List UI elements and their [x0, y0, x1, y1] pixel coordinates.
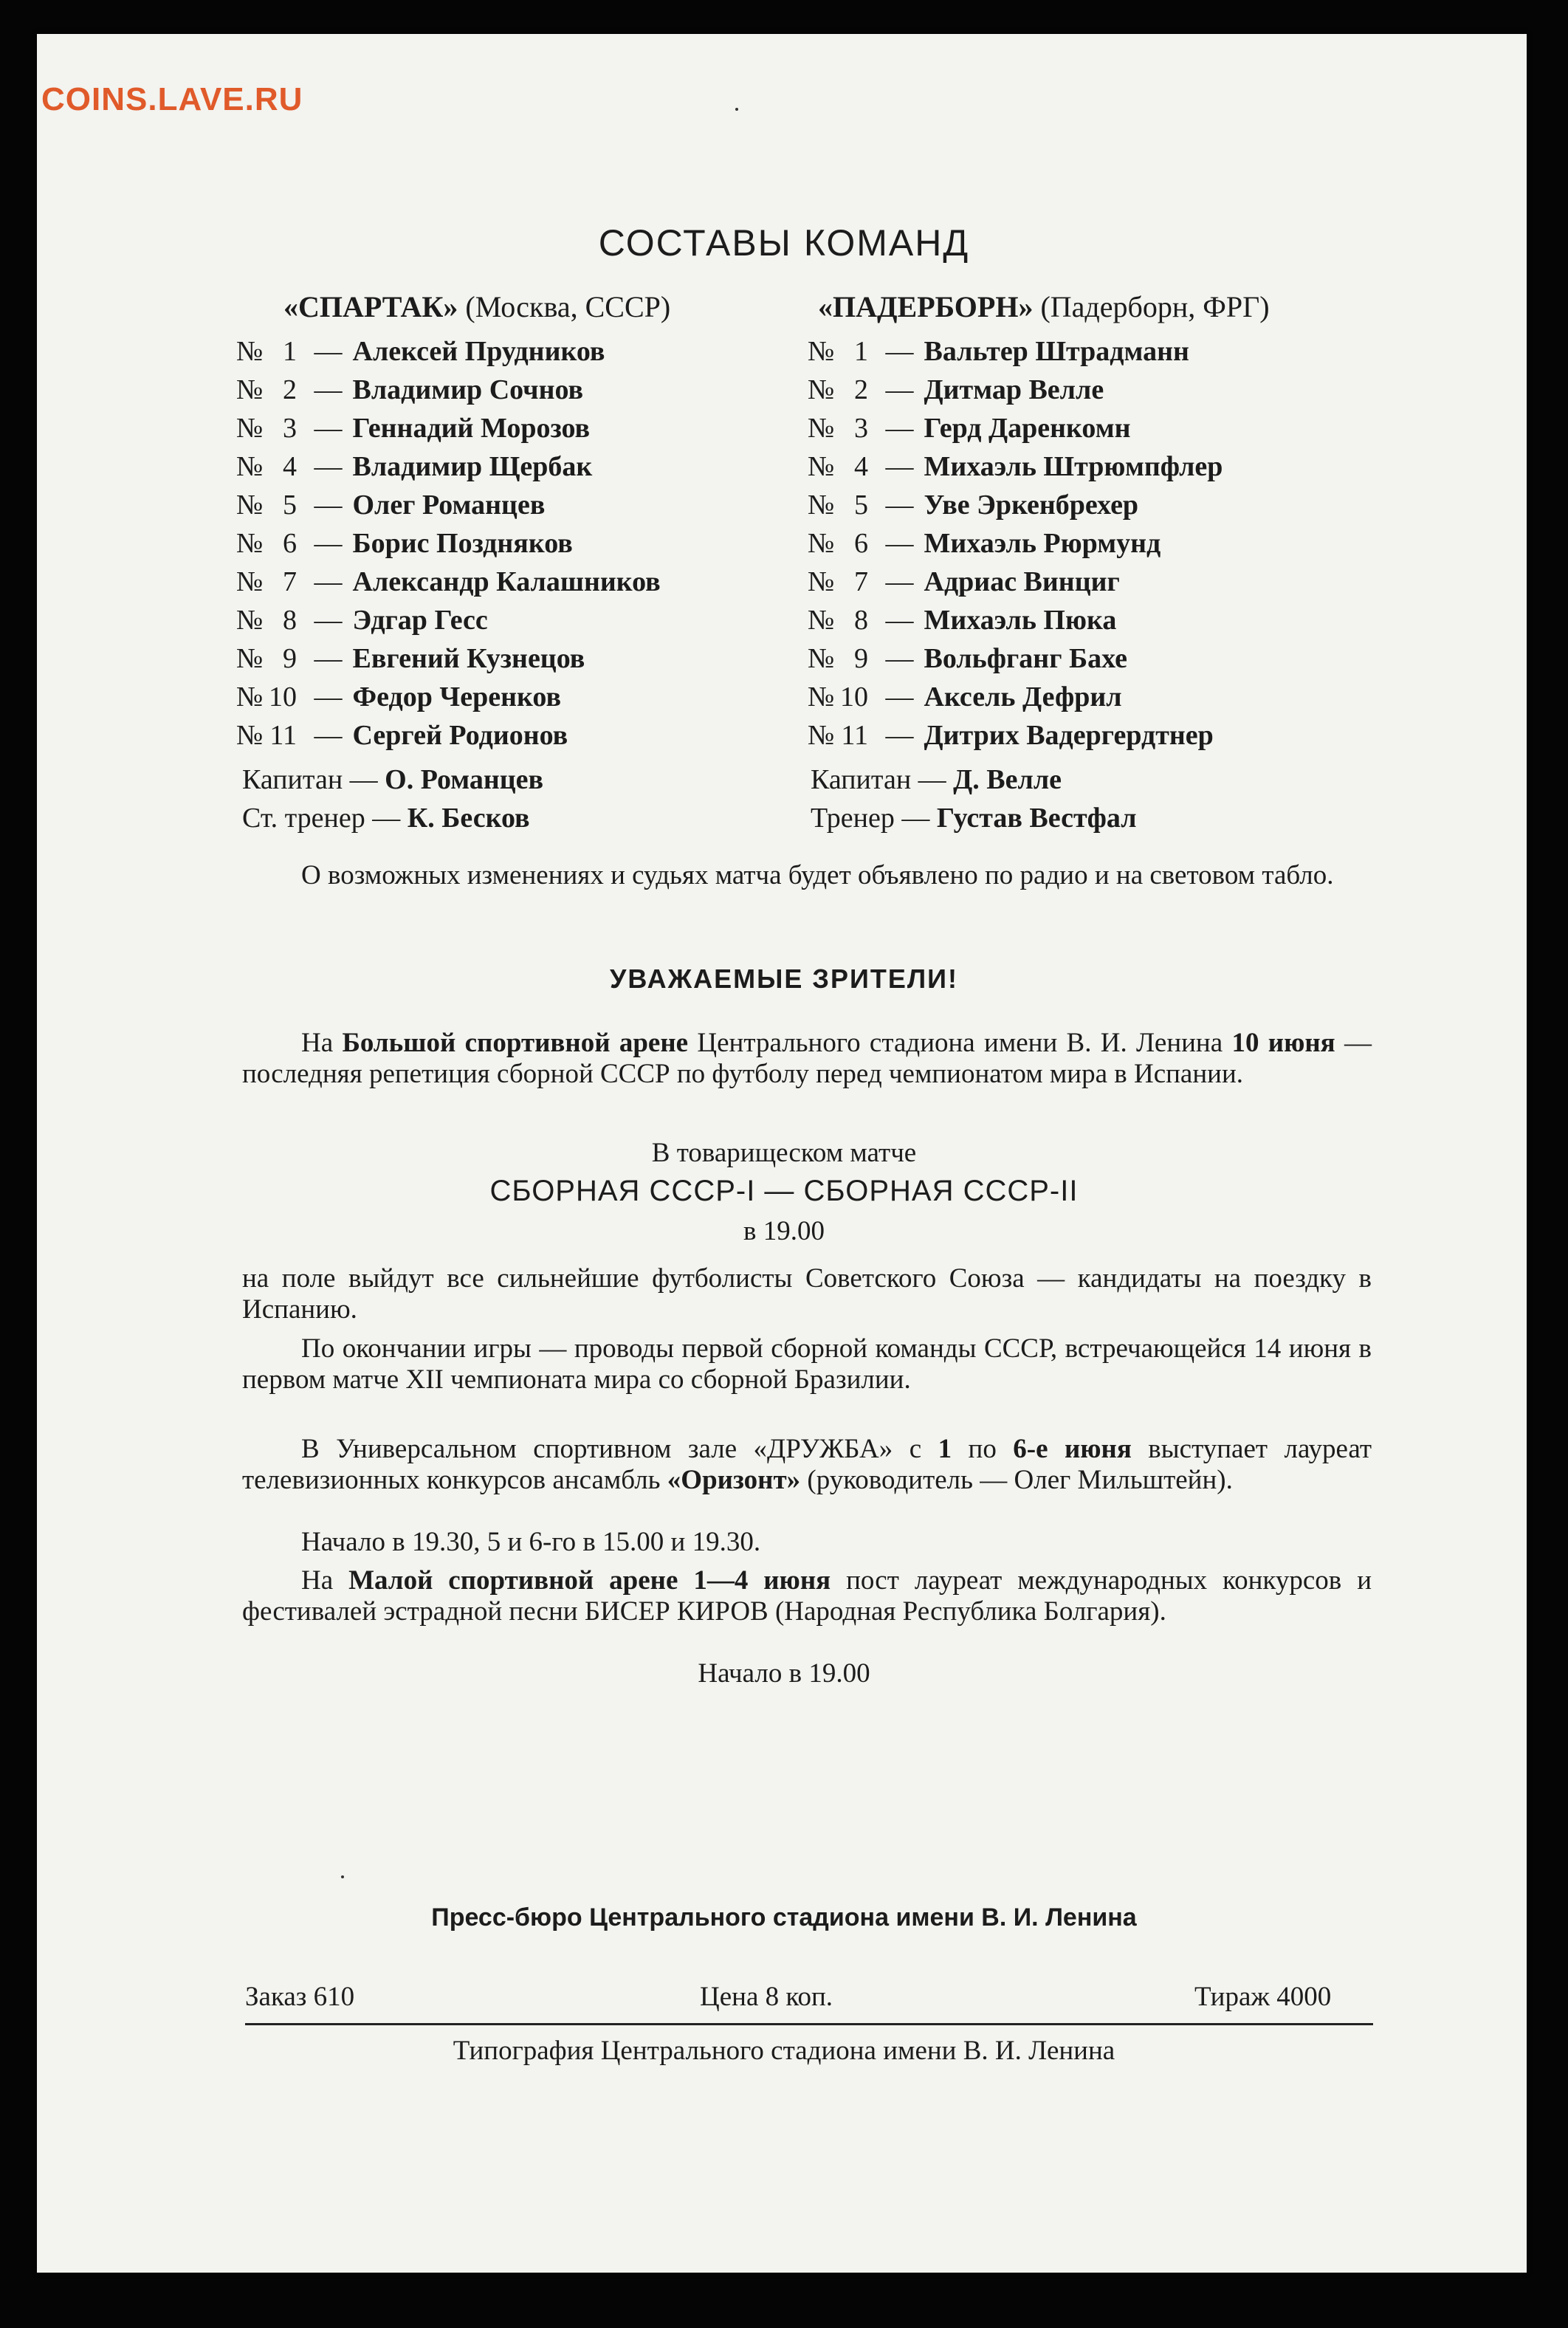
separator-dash: — [885, 374, 914, 405]
player-row [808, 678, 1223, 716]
player-row [808, 601, 1223, 639]
paragraph-singer [242, 1565, 1372, 1627]
player-row [808, 371, 1223, 409]
player-number: 5 [854, 490, 868, 521]
separator-dash: — [314, 490, 343, 521]
player-name: Дитрих Вадергердтнер [924, 720, 1214, 751]
price: Цена 8 коп. [700, 1982, 833, 2012]
player-name: Федор Черенков [352, 681, 561, 713]
team-right-coach [811, 802, 1137, 834]
player-number: 3 [283, 413, 297, 444]
player-name: Олег Романцев [352, 490, 546, 521]
player-name: Алексей Прудников [352, 336, 605, 367]
coach-name: К. Бесков [407, 803, 530, 834]
ensemble-start-time: Начало в 19.30, 5 и 6-го в 15.00 и 19.30. [301, 1527, 761, 1557]
player-name: Вольфганг Бахе [924, 643, 1127, 674]
separator-dash: — [885, 566, 914, 597]
number-sign: № [808, 720, 835, 751]
player-number: 8 [854, 605, 868, 636]
player-row [236, 601, 661, 639]
coach-label: Тренер — [811, 803, 930, 834]
text: — последняя репетиция сборной СССР по футболу перед чемпионатом мира в Испании. [242, 1028, 1372, 1089]
player-row [236, 639, 661, 678]
player-name: Владимир Щербак [352, 451, 593, 482]
separator-dash: — [885, 451, 914, 482]
player-row [236, 716, 661, 755]
player-name: Герд Даренкомн [924, 413, 1131, 444]
player-name: Уве Эркенбрехер [924, 490, 1139, 521]
player-number: 2 [283, 374, 297, 405]
changes-note: О возможных изменениях и судьях матча будет объявлено по радио и на световом табло. [301, 860, 1334, 890]
player-name: Александр Калашников [352, 566, 661, 597]
player-row [236, 409, 661, 447]
team-left-captain [242, 763, 543, 796]
paragraph-farewell: По окончании игры — проводы первой сборной команды СССР, встречающейся 14 июня в первом матче XII чемпионата мира со сборной Бразилии. [242, 1333, 1372, 1395]
player-name: Борис Поздняков [352, 528, 573, 559]
player-row [236, 486, 661, 524]
player-number: 5 [283, 490, 297, 521]
text: На [301, 1028, 343, 1058]
number-sign: № [808, 413, 835, 444]
number-sign: № [236, 451, 264, 482]
separator-dash: — [314, 451, 343, 482]
player-number: 9 [854, 643, 868, 674]
singer-start-time: Начало в 19.00 [698, 1658, 870, 1689]
number-sign: № [236, 490, 264, 521]
number-sign: № [808, 490, 835, 521]
separator-dash: — [885, 720, 914, 751]
match-time: в 19.00 [743, 1216, 825, 1246]
player-row [236, 678, 661, 716]
player-row [236, 447, 661, 486]
text: выступает лауреат телевизионных конкурсов ансамбль [242, 1434, 1372, 1495]
separator-dash: — [885, 413, 914, 444]
team-right-captain [811, 763, 1062, 796]
captain-name: Д. Велле [953, 764, 1062, 795]
paragraph-players: на поле выйдут все сильнейшие футболисты Советского Союза — кандидаты на поездку в Испанию. [242, 1263, 1372, 1325]
team-left-city: (Москва, СССР) [465, 290, 671, 323]
player-number: 10 [840, 681, 868, 713]
player-number: 4 [854, 451, 868, 482]
player-number: 7 [854, 566, 868, 597]
number-sign: № [808, 566, 835, 597]
player-number: 7 [283, 566, 297, 597]
print-run: Тираж 4000 [1194, 1982, 1332, 2012]
team-left-coach [242, 802, 530, 834]
text: пост лауреат международных конкурсов и фестивалей эстрадной песни БИСЕР КИРОВ (Народная Республика Болгария). [242, 1565, 1372, 1627]
player-number: 4 [283, 451, 297, 482]
player-number: 3 [854, 413, 868, 444]
number-sign: № [236, 566, 264, 597]
printing-house: Типография Центрального стадиона имени В. И. Ленина [453, 2036, 1115, 2066]
number-sign: № [808, 336, 835, 367]
number-sign: № [808, 528, 835, 559]
player-name: Евгений Кузнецов [352, 643, 585, 674]
player-name: Дитмар Велле [924, 374, 1104, 405]
number-sign: № [808, 681, 835, 713]
player-number: 9 [283, 643, 297, 674]
separator-dash: — [314, 643, 343, 674]
divider [245, 2023, 1373, 2025]
separator-dash: — [885, 643, 914, 674]
player-name: Сергей Родионов [352, 720, 568, 751]
press-bureau: Пресс-бюро Центрального стадиона имени В. И. Ленина [431, 1903, 1137, 1932]
player-name: Геннадий Морозов [352, 413, 591, 444]
text: Центрального стадиона имени В. И. Ленина [688, 1028, 1232, 1058]
captain-label: Капитан — [811, 764, 946, 795]
player-number: 1 [854, 336, 868, 367]
text: В Универсальном спортивном зале «ДРУЖБА» с [301, 1434, 938, 1464]
separator-dash: — [885, 681, 914, 713]
separator-dash: — [314, 413, 343, 444]
player-row [808, 409, 1223, 447]
team-left-roster [236, 332, 661, 755]
player-row [808, 639, 1223, 678]
number-sign: № [236, 413, 264, 444]
text-bold: 6-е июня [1013, 1434, 1132, 1464]
player-row [236, 371, 661, 409]
section-heading: УВАЖАЕМЫЕ ЗРИТЕЛИ! [610, 964, 958, 994]
player-name: Вальтер Штрадманн [924, 336, 1189, 367]
separator-dash: — [314, 566, 343, 597]
text-bold: 1 [938, 1434, 952, 1464]
number-sign: № [808, 605, 835, 636]
player-name: Аксель Дефрил [924, 681, 1122, 713]
coach-label: Ст. тренер — [242, 803, 401, 834]
player-row [808, 332, 1223, 371]
separator-dash: — [314, 605, 343, 636]
separator-dash: — [314, 374, 343, 405]
page-title: СОСТАВЫ КОМАНД [598, 222, 970, 264]
number-sign: № [236, 720, 264, 751]
separator-dash: — [314, 528, 343, 559]
number-sign: № [236, 643, 264, 674]
text-bold: «Оризонт» [667, 1465, 801, 1495]
separator-dash: — [885, 336, 914, 367]
player-row [808, 716, 1223, 755]
separator-dash: — [885, 490, 914, 521]
number-sign: № [808, 374, 835, 405]
player-number: 2 [854, 374, 868, 405]
player-number: 8 [283, 605, 297, 636]
player-row [808, 486, 1223, 524]
player-row [236, 332, 661, 371]
player-name: Владимир Сочнов [352, 374, 584, 405]
paragraph-rehearsal [242, 1028, 1372, 1090]
separator-dash: — [885, 605, 914, 636]
team-right-header [818, 289, 1270, 324]
text: (руководитель — Олег Мильштейн). [800, 1465, 1233, 1495]
text: по [952, 1434, 1014, 1464]
text-bold: Большой спортивной арене [342, 1028, 689, 1058]
number-sign: № [236, 336, 264, 367]
text-bold: 10 июня [1231, 1028, 1335, 1058]
watermark: COINS.LAVE.RU [41, 81, 303, 117]
number-sign: № [236, 681, 264, 713]
team-left-header [283, 289, 670, 324]
separator-dash: — [314, 720, 343, 751]
print-speck [341, 1875, 344, 1878]
match-title: СБОРНАЯ СССР-I — СБОРНАЯ СССР-II [489, 1175, 1079, 1207]
separator-dash: — [314, 681, 343, 713]
player-number: 1 [283, 336, 297, 367]
player-row [808, 524, 1223, 563]
captain-label: Капитан — [242, 764, 378, 795]
paragraph-ensemble [242, 1434, 1372, 1496]
player-name: Эдгар Гесс [352, 605, 488, 636]
player-name: Адриас Винциг [924, 566, 1120, 597]
coach-name: Густав Вестфал [936, 803, 1137, 834]
captain-name: О. Романцев [385, 764, 544, 795]
player-number: 10 [269, 681, 297, 713]
separator-dash: — [314, 336, 343, 367]
player-row [236, 563, 661, 601]
match-intro: В товарищеском матче [651, 1138, 917, 1168]
print-speck [735, 108, 738, 111]
player-number: 11 [269, 720, 297, 751]
player-row [236, 524, 661, 563]
number-sign: № [808, 451, 835, 482]
separator-dash: — [885, 528, 914, 559]
number-sign: № [236, 374, 264, 405]
player-row [808, 447, 1223, 486]
player-row [808, 563, 1223, 601]
order-number: Заказ 610 [245, 1982, 355, 2012]
player-number: 6 [283, 528, 297, 559]
text: На [301, 1565, 349, 1596]
player-number: 11 [841, 720, 868, 751]
player-name: Михаэль Штрюмпфлер [924, 451, 1223, 482]
team-right-city: (Падерборн, ФРГ) [1040, 290, 1270, 323]
team-right-name: «ПАДЕРБОРН» [818, 290, 1034, 323]
player-number: 6 [854, 528, 868, 559]
player-name: Михаэль Рюрмунд [924, 528, 1161, 559]
number-sign: № [236, 605, 264, 636]
player-name: Михаэль Пюка [924, 605, 1117, 636]
team-left-name: «СПАРТАК» [283, 290, 458, 323]
text-bold: Малой спортивной арене 1—4 июня [348, 1565, 831, 1596]
team-right-roster [808, 332, 1223, 755]
number-sign: № [236, 528, 264, 559]
number-sign: № [808, 643, 835, 674]
